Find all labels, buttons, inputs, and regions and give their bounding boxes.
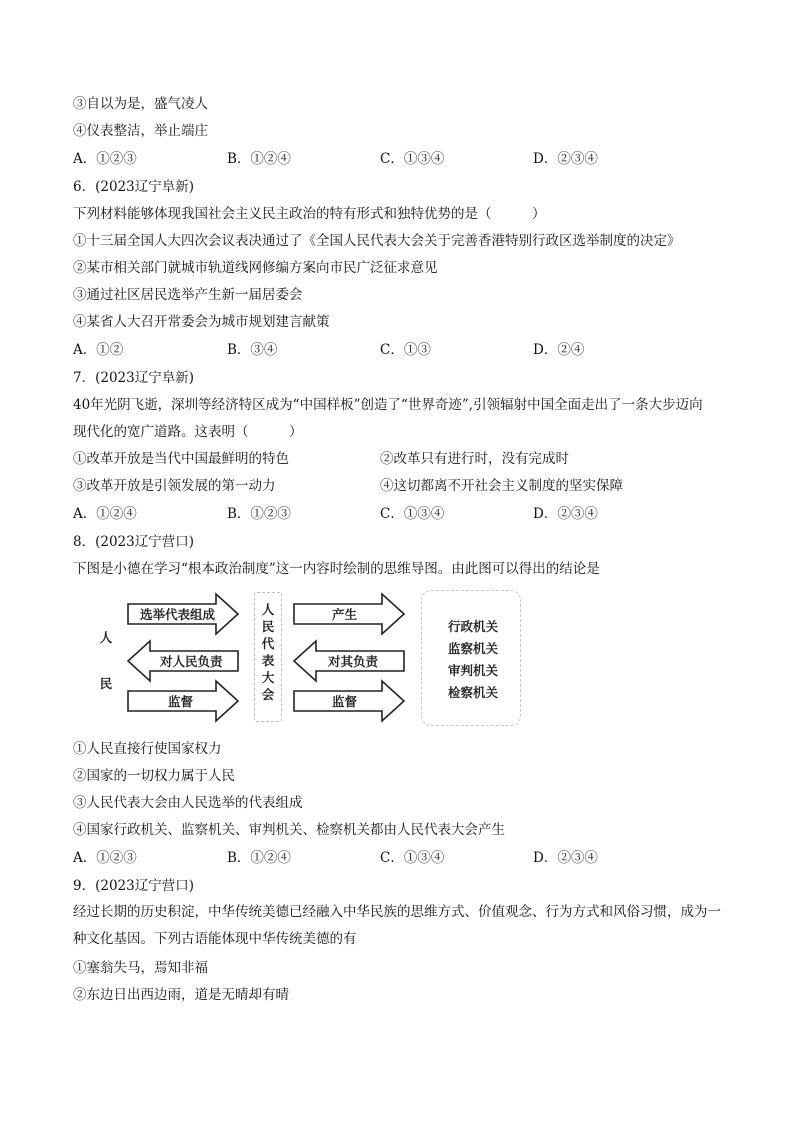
arrow-label: 产生 [332,607,358,622]
question-number: 8．(2023辽宁营口) [73,534,194,550]
choice-a: A．①②③ [73,151,137,167]
choice-b: B．③④ [227,342,278,358]
option-item: ①十三届全国人大四次会议表决通过了《全国人民代表大会关于完善香港特别行政区选举制度的决定》 [73,233,681,249]
choice-d: D．②③④ [533,151,598,167]
choice-a: A．①② [73,342,124,358]
option-item: ④这切都离不开社会主义制度的坚实保障 [380,478,623,494]
people-label-char: 人 [99,630,113,645]
option-item: ②某市相关部门就城市轨道线网修编方案向市民广泛征求意见 [73,260,438,276]
arrow-label: 监督 [332,694,358,709]
option-item: ①改革开放是当代中国最鲜明的特色 [73,451,289,467]
npc-box [254,592,282,722]
choice-b: B．①②④ [227,151,291,167]
question-number: 9．(2023辽宁营口) [73,878,194,894]
option-item: ①人民直接行使国家权力 [73,741,222,757]
option-item: ④仪表整洁，举止端庄 [73,123,208,139]
arrow-label: 对人民负责 [160,654,223,669]
option-item: ②改革只有进行时，没有完成时 [380,451,569,467]
choice-a: A．①②③ [73,850,137,866]
organ-label: 检察机关 [448,685,499,700]
option-item: ③改革开放是引领发展的第一动力 [73,478,276,494]
option-item: ③自以为是，盛气凌人 [73,96,208,112]
question-stem: 下列材料能够体现我国社会主义民主政治的特有形式和独特优势的是（ ） [73,206,546,222]
choice-d: D．②③④ [533,850,598,866]
organ-label: 监察机关 [448,641,499,656]
option-item: ②东边日出西边雨，道是无晴却有晴 [73,987,289,1003]
option-item: ③通过社区居民选举产生新一届居委会 [73,287,303,303]
choice-d: D．②③④ [533,506,598,522]
option-item: ②国家的一切权力属于人民 [73,768,235,784]
organ-label: 行政机关 [448,619,499,634]
arrow-label: 对其负责 [328,654,379,669]
choice-c: C．①③④ [380,151,445,167]
option-item: ④国家行政机关、监察机关、审判机关、检察机关都由人民代表大会产生 [73,822,505,838]
people-label-char: 民 [99,676,113,691]
choice-c: C．①③④ [380,850,445,866]
arrow-label: 选举代表组成 [140,607,216,622]
question-stem: 现代化的宽广道路。这表明（ ） [73,424,303,440]
question-stem: 下图是小德在学习“根本政治制度”这一内容时绘制的思维导图。由此图可以得出的结论是 [73,561,600,577]
npc-char: 表 [261,653,275,668]
choice-a: A．①②④ [73,506,137,522]
option-item: ③人民代表大会由人民选举的代表组成 [73,795,303,811]
choice-c: C．①③④ [380,506,445,522]
question-number: 6．(2023辽宁阜新) [73,179,194,195]
option-item: ①塞翁失马，焉知非福 [73,960,208,976]
npc-char: 会 [261,687,275,702]
mind-map-diagram [88,588,520,728]
question-stem: 40年光阴飞逝，深圳等经济特区成为“中国样板”创造了“世界奇迹”,引领辐射中国全面走出了一条大步迈向 [73,397,703,413]
npc-char: 代 [261,636,275,651]
choice-d: D．②④ [533,342,585,358]
choice-b: B．①②④ [227,850,291,866]
npc-char: 人 [261,602,275,617]
organ-label: 审判机关 [448,663,499,678]
choice-b: B．①②③ [227,506,291,522]
npc-char: 民 [261,619,275,634]
choice-c: C．①③ [380,342,431,358]
question-stem: 经过长期的历史积淀，中华传统美德已经融入中华民族的思维方式、价值观念、行为方式和风俗习惯，成为一种文化基因。下列古语能体现中华传统美德的有 [73,904,721,947]
arrow-label: 监督 [168,694,194,709]
question-number: 7．(2023辽宁阜新) [73,370,194,386]
option-item: ④某省人大召开常委会为城市规划建言献策 [73,314,330,330]
state-organs-box [421,590,521,726]
npc-char: 大 [261,670,275,685]
